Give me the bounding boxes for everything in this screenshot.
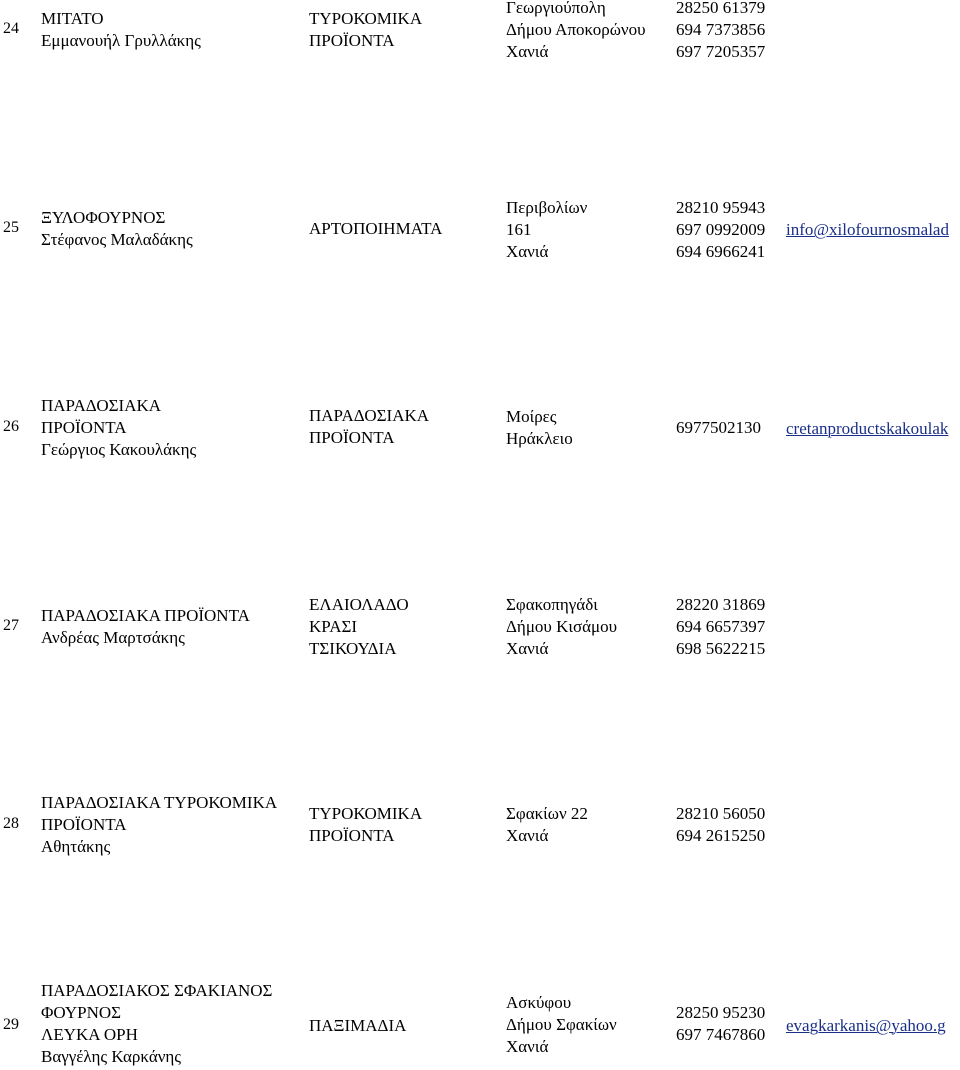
phone-cell [676,197,765,263]
address-line: 161 [506,220,532,239]
address-cell [506,0,646,63]
email-link[interactable]: cretanproductskakoulak [786,419,949,438]
phone-line: 28210 56050 [676,804,766,823]
phone-line: 694 6966241 [676,242,766,261]
address-line: Περιβολίων [506,198,588,217]
category-line: ΤΥΡΟΚΟΜΙΚΑ [309,804,423,823]
name-line: Αθητάκης [41,837,111,856]
address-cell [506,197,587,263]
row-number: 26 [3,418,19,435]
address-line: Δήμου Αποκορώνου [506,20,646,39]
category-line: ΚΡΑΣΙ [309,617,358,636]
phone-cell [676,1002,765,1046]
name-line: Στέφανος Μαλαδάκης [41,230,193,249]
table-row [0,585,960,665]
address-line: Ηράκλειο [506,429,573,448]
address-line: Χανιά [506,1037,549,1056]
name-line: ΠΡΟΪΟΝΤΑ [41,815,127,834]
phone-line: 6977502130 [676,418,761,437]
address-line: Σφακίων 22 [506,804,588,823]
category-line: ΠΡΟΪΟΝΤΑ [309,428,395,447]
address-line: Χανιά [506,826,549,845]
address-line: Χανιά [506,42,549,61]
name-cell [41,605,250,649]
email-link[interactable]: evagkarkanis@yahoo.g [786,1016,946,1035]
phone-line: 694 2615250 [676,826,766,845]
category-line: ΠΑΡΑΔΟΣΙΑΚΑ [309,406,430,425]
phone-line: 697 7205357 [676,42,766,61]
category-cell [309,594,409,660]
row-number: 25 [3,219,19,236]
category-cell [309,405,429,449]
category-cell [309,218,442,240]
category-line: ΤΣΙΚΟΥΔΙΑ [309,639,397,658]
phone-line: 697 0992009 [676,220,766,239]
name-line: Βαγγέλης Καρκάνης [41,1047,182,1066]
name-line: Γεώργιος Κακουλάκης [41,440,197,459]
name-cell [41,8,201,52]
name-line: ΠΑΡΑΔΟΣΙΑΚΟΣ ΣΦΑΚΙΑΝΟΣ [41,981,273,1000]
name-line: ΦΟΥΡΝΟΣ [41,1003,122,1022]
name-line: ΛΕΥΚΑ ΟΡΗ [41,1025,138,1044]
category-line: ΠΡΟΪΟΝΤΑ [309,826,395,845]
name-line: Ανδρέας Μαρτσάκης [41,628,185,647]
table-row [0,0,960,80]
name-cell [41,395,196,461]
phone-cell [676,0,765,63]
name-line: ΜΙΤΑΤΟ [41,9,104,28]
name-line: ΠΑΡΑΔΟΣΙΑΚΑ ΠΡΟΪΟΝΤΑ [41,606,250,625]
row-number: 28 [3,815,19,832]
category-cell [309,8,422,52]
table-row [0,385,960,465]
category-line: ΠΡΟΪΟΝΤΑ [309,31,395,50]
address-cell [506,803,588,847]
table-row [0,780,960,860]
category-line: ΕΛΑΙΟΛΑΔΟ [309,595,409,614]
email-link[interactable]: info@xilofournosmalad [786,220,949,239]
address-cell [506,406,573,450]
category-line: ΤΥΡΟΚΟΜΙΚΑ [309,9,423,28]
address-line: Γεωργιούπολη [506,0,606,17]
phone-line: 28220 31869 [676,595,766,614]
table-row [0,975,960,1070]
phone-line: 28250 61379 [676,0,766,17]
name-cell [41,207,193,251]
phone-cell [676,417,761,439]
phone-line: 697 7467860 [676,1025,766,1044]
phone-line: 28250 95230 [676,1003,766,1022]
phone-line: 694 6657397 [676,617,766,636]
phone-cell [676,594,765,660]
category-cell [309,1015,406,1037]
address-line: Δήμου Σφακίων [506,1015,617,1034]
address-line: Χανιά [506,242,549,261]
name-cell [41,792,277,858]
name-line: ΠΑΡΑΔΟΣΙΑΚΑ ΤΥΡΟΚΟΜΙΚΑ [41,793,278,812]
name-line: Εμμανουήλ Γρυλλάκης [41,31,201,50]
row-number: 29 [3,1016,19,1033]
address-line: Σφακοπηγάδι [506,595,598,614]
category-cell [309,803,422,847]
address-line: Δήμου Κισάμου [506,617,618,636]
category-line: ΑΡΤΟΠΟΙΗΜΑΤΑ [309,219,443,238]
row-number: 27 [3,617,19,634]
address-cell [506,992,617,1058]
address-line: Χανιά [506,639,549,658]
category-line: ΠΑΞΙΜΑΔΙΑ [309,1016,407,1035]
name-cell [41,980,272,1068]
table-row [0,190,960,270]
name-line: ΠΡΟΪΟΝΤΑ [41,418,127,437]
name-line: ΞΥΛΟΦΟΥΡΝΟΣ [41,208,166,227]
phone-cell [676,803,765,847]
phone-line: 698 5622215 [676,639,766,658]
address-line: Μοίρες [506,407,557,426]
address-line: Ασκύφου [506,993,572,1012]
name-line: ΠΑΡΑΔΟΣΙΑΚΑ [41,396,162,415]
row-number: 24 [3,20,19,37]
address-cell [506,594,617,660]
phone-line: 28210 95943 [676,198,766,217]
phone-line: 694 7373856 [676,20,766,39]
